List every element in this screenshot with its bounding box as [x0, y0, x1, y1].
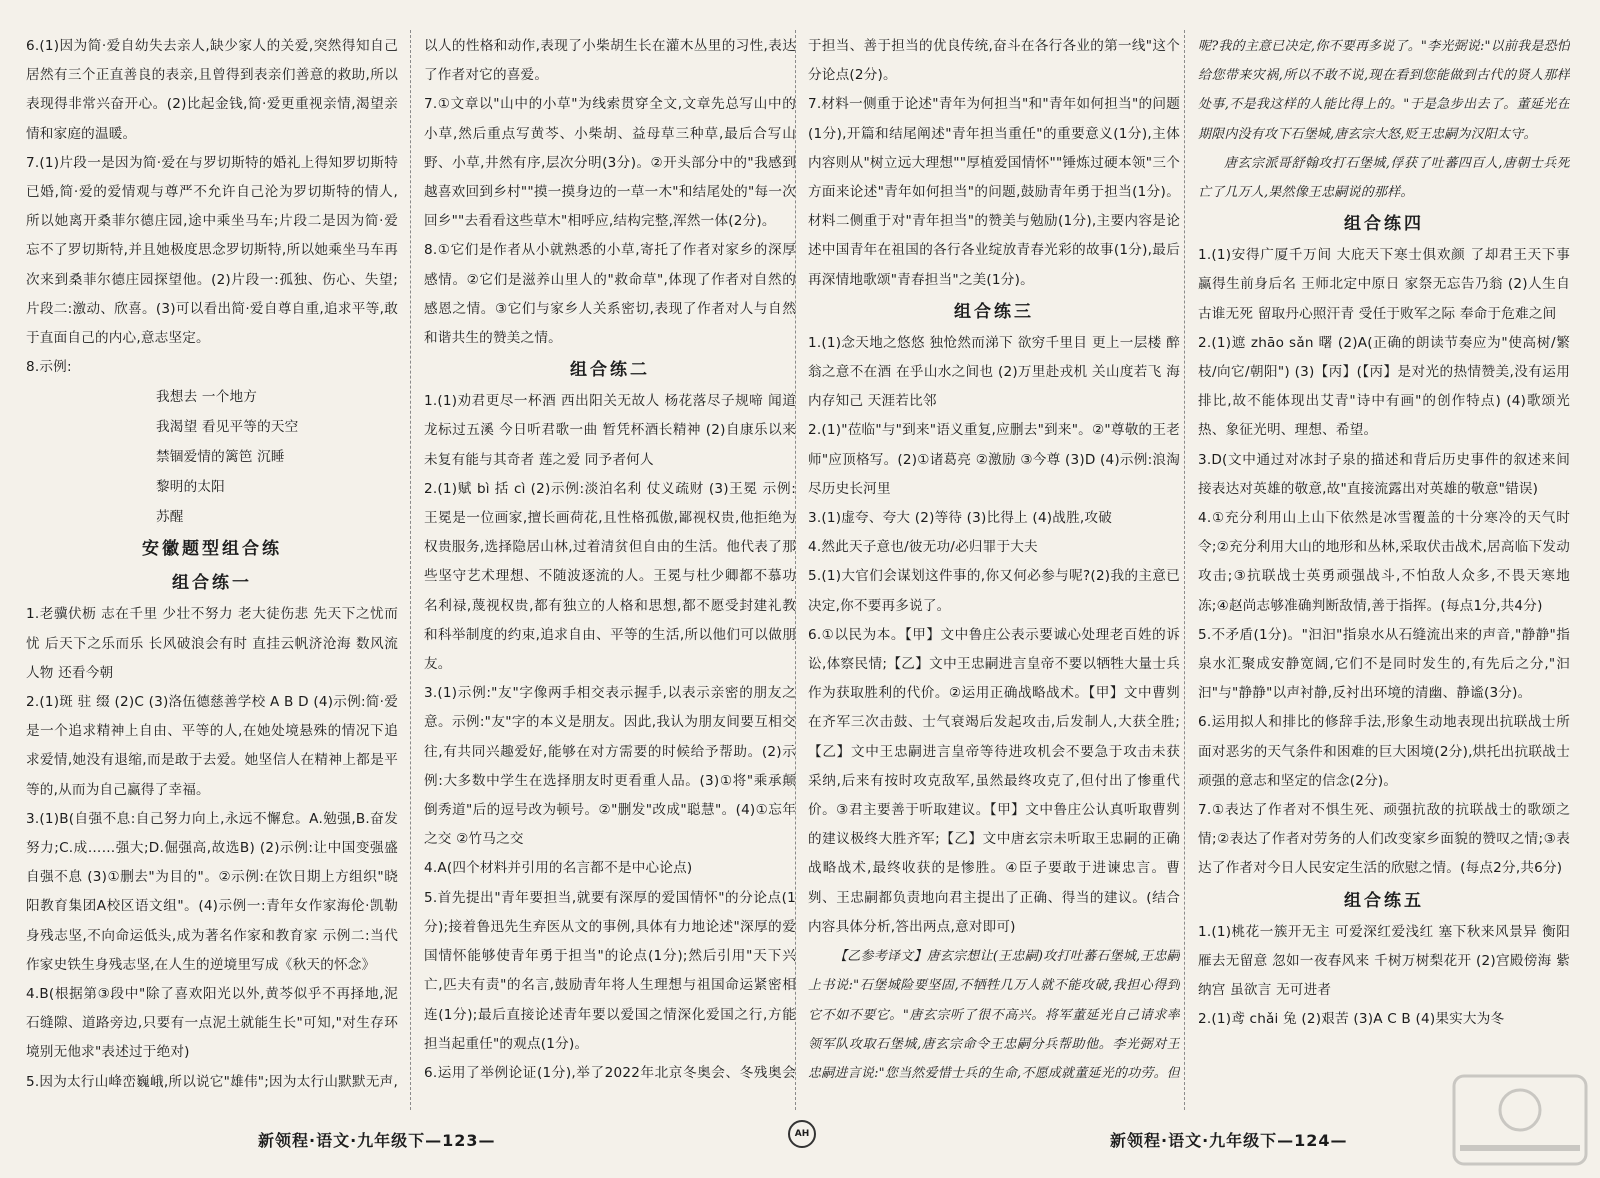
poem-line: 苏醒 — [156, 509, 184, 526]
answer-item: 于担当、善于担当的优良传统,奋斗在各行各业的第一线"这个分论点(2分)。 — [808, 38, 1180, 84]
reference-translation: 【乙参考译文】唐玄宗想让(王忠嗣)攻打吐蕃石堡城,王忠嗣上书说:"石堡城险要坚固,不牺牲几万人就不能攻破,我担心得到它不如不要它。"唐玄宗听了很不高兴。将军董延光自己请求率领军队攻取石堡城,唐玄宗命令王忠嗣分兵帮助他。李光弼对王忠嗣进言说:"您当然爱惜士兵的生命,不愿成就董延光的功劳。但 — [808, 949, 1180, 1081]
answer-item: 3.D(文中通过对冰封子泉的描述和背后历史事件的叙述来间接表达对英雄的敬意,故"直接流露出对英雄的敬意"错误) — [1198, 451, 1570, 497]
group-title-4: 组合练四 — [1344, 214, 1424, 235]
answer-item: 4.A(四个材料并引用的名言都不是中心论点) — [424, 860, 693, 877]
answer-item: 6.①以民为本。【甲】文中鲁庄公表示要诚心处理老百姓的诉讼,体察民情;【乙】文中王忠嗣进言皇帝不要以牺牲大量士兵作为获取胜利的代价。②运用正确战略战术。【甲】文中曹刿在齐军三次击鼓、士气衰竭后发起攻击,后发制人,大获全胜;【乙】文中王忠嗣进言皇帝等待进攻机会不要急于攻击未获采纳,后来有按时攻克敌军,虽然最终攻克了,但付出了惨重代价。③君主要善于听取建议。【甲】文中鲁庄公认真听取曹刿的建议极终大胜齐军;【乙】文中唐玄宗未听取王忠嗣的正确战略战术,最终收获的是惨胜。④臣子要敢于进谏忠言。曹刿、王忠嗣都负责地向君主提出了正确、得当的建议。(结合内容具体分析,答出两点,意对即可) — [808, 626, 1180, 935]
page-footer-left: 新领程·语文·九年级下—123— — [258, 1131, 496, 1150]
answer-item: 以人的性格和动作,表现了小柴胡生长在灌木丛里的习性,表达了作者对它的喜爱。 — [424, 38, 796, 84]
answer-item: 7.①表达了作者对不惧生死、顽强抗敌的抗联战士的歌颂之情;②表达了作者对劳务的人们改变家乡面貌的赞叹之情;③表达了作者对今日人民安定生活的欣慰之情。(每点2分,共6分) — [1198, 802, 1570, 877]
answer-item: 6.运用了举例论证(1分),举了2022年北京冬奥会、冬残奥会 — [424, 1064, 796, 1081]
column-divider — [795, 30, 796, 1110]
poem-line: 我想去 一个地方 — [156, 389, 258, 406]
column-2 — [424, 32, 796, 1092]
answer-item: 3.(1)B(自强不息:自己努力向上,永远不懈怠。A.勉强,B.奋发努力;C.成……强大;D.倔强高,故选B) (2)示例:让中国变强盛自强不息 (3)①删去"为目的"。②示例:在饮日期上方组织"晓阳教育集团A校区语文组"。(4)示例一:青年女作家海伦·凯勒身残志坚,不向命运低头,成为著名作家和教育家 示例二:当代作家史铁生身残志坚,在人生的逆境里写成《秋天的怀念》 — [26, 810, 398, 973]
answer-item: 8.示例: — [26, 359, 72, 376]
answer-item: 6.(1)因为简·爱自幼失去亲人,缺少家人的关爱,突然得知自己居然有三个正直善良的表亲,且曾得到表亲们善意的救助,所以表现得非常兴奋开心。(2)比起金钱,简·爱更重视亲情,渴望亲情和家庭的温暖。 — [26, 38, 398, 142]
answer-item: 5.因为太行山峰峦巍峨,所以说它"雄伟";因为太行山默默无声, — [26, 1073, 398, 1090]
answer-item: 7.(1)片段一是因为简·爱在与罗切斯特的婚礼上得知罗切斯特已婚,简·爱的爱情观与尊严不允许自己沦为罗切斯特的情人,所以她离开桑菲尔德庄园,途中乘坐马车;片段二是因为简·爱忘不了罗切斯特,并且她极度思念罗切斯特,所以她乘坐马车再次来到桑菲尔德庄园探望他。(2)片段一:孤独、伤心、失望;片段二:激动、欣喜。(3)可以看出简·爱自尊自重,追求平等,敢于直面自己的内心,意志坚定。 — [26, 154, 398, 347]
answer-item: 1.(1)安得广厦千万间 大庇天下寒士俱欢颜 了却君王天下事 赢得生前身后名 王师北定中原日 家祭无忘告乃翁 (2)人生自古谁无死 留取丹心照汗青 受任于败军之际 奉命于危难之间 — [1198, 247, 1570, 322]
answer-item: 7.材料一侧重于论述"青年为何担当"和"青年如何担当"的问题(1分),开篇和结尾阐述"青年担当重任"的重要意义(1分),主体内容则从"树立远大理想""厚植爱国情怀""锤炼过硬本领"三个方面来论述"青年如何担当"的问题,鼓励青年勇于担当(1分)。材料二侧重于对"青年担当"的赞美与勉励(1分),主要内容是论述中国青年在祖国的各行各业绽放青春光彩的故事(1分),最后再深情地歌颂"青春担当"之美(1分)。 — [808, 96, 1180, 288]
answer-item: 2.(1)斑 驻 缀 (2)C (3)洛伍德慈善学校 A B D (4)示例:简·爱是一个追求精神上自由、平等的人,在她处境悬殊的情况下追求爱情,她没有退缩,而是敢于去爱。她坚信人在精神上都是平等的,从而为自己赢得了幸福。 — [26, 694, 398, 798]
answer-item: 1.(1)劝君更尽一杯酒 西出阳关无故人 杨花落尽子规啼 闻道龙标过五溪 今日听君歌一曲 暂凭杯酒长精神 (2)自康乐以来 未复有能与其奇者 莲之爱 同予者何人 — [424, 393, 796, 468]
answer-item: 2.(1)"莅临"与"到来"语义重复,应删去"到来"。②"尊敬的王老师"应顶格写。(2)①诸葛亮 ②激励 ③今尊 (3)D (4)示例:浪淘尽历史长河里 — [808, 422, 1180, 497]
column-divider — [1184, 30, 1185, 1110]
column-1 — [26, 32, 398, 1092]
page-footer-right: 新领程·语文·九年级下—124— — [1110, 1131, 1348, 1150]
answer-item: 6.运用拟人和排比的修辞手法,形象生动地表现出抗联战士所面对恶劣的天气条件和困难的巨大困境(2分),烘托出抗联战士顽强的意志和坚定的信念(2分)。 — [1198, 714, 1570, 789]
answer-item: 5.不矛盾(1分)。"汩汩"指泉水从石缝流出来的声音,"静静"指泉水汇聚成安静宽阔,它们不是同时发生的,有先后之分,"汩汩"与"静静"以声衬静,反衬出环境的清幽、静谧(3分)。 — [1198, 626, 1570, 702]
answer-item: 2.(1)赋 bì 括 cì (2)示例:淡泊名利 仗义疏财 (3)王冕 示例:王冕是一位画家,擅长画荷花,且性格孤傲,鄙视权贵,他拒绝为权贵服务,选择隐居山林,过着清贫但自由的生活。他代表了那些坚守艺术理想、不随波逐流的人。王冕与杜少卿都不慕功名利禄,蔑视权贵,都有独立的人格和思想,都不愿受封建礼教和科举制度的约束,追求自由、平等的生活,所以他们可以做朋友。 — [424, 480, 796, 673]
answer-item: 5.(1)大官们会谋划这件事的,你又何必参与呢?(2)我的主意已决定,你不要再多说了。 — [808, 568, 1180, 614]
section-title: 安徽题型组合练 — [142, 539, 282, 560]
column-4 — [1198, 32, 1570, 1092]
answer-item: 4.B(根据第③段中"除了喜欢阳光以外,黄芩似乎不再择地,泥石缝隙、道路旁边,只要有一点泥土就能生长"可知,"对生存环境别无他求"表述过于绝对) — [26, 986, 398, 1061]
column-divider — [410, 30, 411, 1110]
group-title-2: 组合练二 — [570, 360, 650, 381]
group-title-3: 组合练三 — [954, 301, 1034, 322]
answer-item: 4.①充分利用山上山下依然是冰雪覆盖的十分寒冷的天气时令;②充分利用大山的地形和丛林,采取伏击战术,居高临下发动攻击;③抗联战士英勇顽强战斗,不怕敌人众多,不畏天寒地冻;④赵尚志够准确判断敌情,善于指挥。(每点1分,共4分) — [1198, 510, 1570, 614]
poem-line: 黎明的太阳 — [156, 479, 225, 496]
answer-item: 1.(1)桃花一簇开无主 可爱深红爱浅红 塞下秋来风景异 衡阳雁去无留意 忽如一夜春风来 千树万树梨花开 (2)宫殿傍海 紫纳宫 虽欲言 无可进者 — [1198, 923, 1570, 999]
answer-item: 3.(1)虚夸、夸大 (2)等待 (3)比得上 (4)战胜,攻破 — [808, 510, 1112, 527]
poem-line: 禁锢爱情的篱笆 沉睡 — [156, 449, 285, 466]
answer-item: 3.(1)示例:"友"字像两手相交表示握手,以表示亲密的朋友之意。示例:"友"字的本义是朋友。因此,我认为朋友间要互相交往,有共同兴趣爱好,能够在对方需要的时候给予帮助。(2)示例:大多数中学生在选择朋友时更看重人品。(3)①将"乘承颠倒秀道"后的逗号改为顿号。②"删发"改成"聪慧"。(4)①忘年之交 ②竹马之交 — [424, 685, 796, 848]
group-title-5: 组合练五 — [1344, 890, 1424, 911]
reference-translation-cont: 唐玄宗派哥舒翰攻打石堡城,俘获了吐蕃四百人,唐朝士兵死亡了几万人,果然像王忠嗣说的那样。 — [1198, 155, 1570, 201]
group-title-1: 组合练一 — [172, 573, 252, 594]
column-3 — [808, 32, 1180, 1092]
answer-item: 4.然此天子意也/彼无功/必归罪于大夫 — [808, 539, 1038, 556]
answer-item: 7.①文章以"山中的小草"为线索贯穿全文,文章先总写山中的小草,然后重点写黄芩、小柴胡、益母草三种草,最后合写山野、小草,井然有序,层次分明(3分)。②开头部分中的"我感到越喜欢回到乡村""摸一摸身边的一草一木"和结尾处的"每一次回乡""去看看这些草木"相呼应,结构完整,浑然一体(2分)。 — [424, 96, 796, 230]
answer-item: 2.(1)遮 zhāo sǎn 曙 (2)A(正确的朗读节奏应为"使高树/繁枝/向它/朝阳") (3)【丙】(【丙】是对光的热情赞美,没有运用排比,故不能体现出艾青"诗中有画"的创作特点) (4)歌颂光热、象征光明、理想、希望。 — [1198, 334, 1570, 439]
answer-item: 1.老骥伏枥 志在千里 少壮不努力 老大徒伤悲 先天下之忧而忧 后天下之乐而乐 长风破浪会有时 直挂云帆济沧海 数风流人物 还看今朝 — [26, 606, 398, 681]
answer-item: 8.①它们是作者从小就熟悉的小草,寄托了作者对家乡的深厚感情。②它们是滋养山里人的"救命草",体现了作者对自然的感恩之情。③它们与家乡人关系密切,表现了作者对人与自然和谐共生的赞美之情。 — [424, 242, 796, 347]
ah-logo-icon: AH — [788, 1120, 816, 1148]
reference-translation-cont: 呢?我的主意已决定,你不要再多说了。"李光弼说:"以前我是恐怕给您带来灾祸,所以不敢不说,现在看到您能做到古代的贤人那样处事,不是我这样的人能比得上的。"于是急步出去了。董延光在期限内没有攻下石堡城,唐玄宗大怒,贬王忠嗣为汉阳太守。 — [1198, 39, 1570, 142]
answer-item: 1.(1)念天地之悠悠 独怆然而涕下 欲穷千里目 更上一层楼 醉翁之意不在酒 在乎山水之间也 (2)万里赴戎机 关山度若飞 海内存知己 天涯若比邻 — [808, 334, 1180, 410]
answer-item: 5.首先提出"青年要担当,就要有深厚的爱国情怀"的分论点(1分);接着鲁迅先生弃医从文的事例,具体有力地论述"深厚的爱国情怀能够使青年勇于担当"的论点(1分);然后引用"天下兴亡,匹夫有责"的名言,鼓励青年将人生理想与祖国命运紧密相连(1分);最后直接论述青年要以爱国之情深化爱国之行,方能担当起重任"的观点(1分)。 — [424, 889, 796, 1052]
poem-line: 我渴望 看见平等的天空 — [156, 419, 299, 436]
answer-item: 2.(1)鸢 chǎi 兔 (2)艰苦 (3)A C B (4)果实大为冬 — [1198, 1011, 1505, 1028]
